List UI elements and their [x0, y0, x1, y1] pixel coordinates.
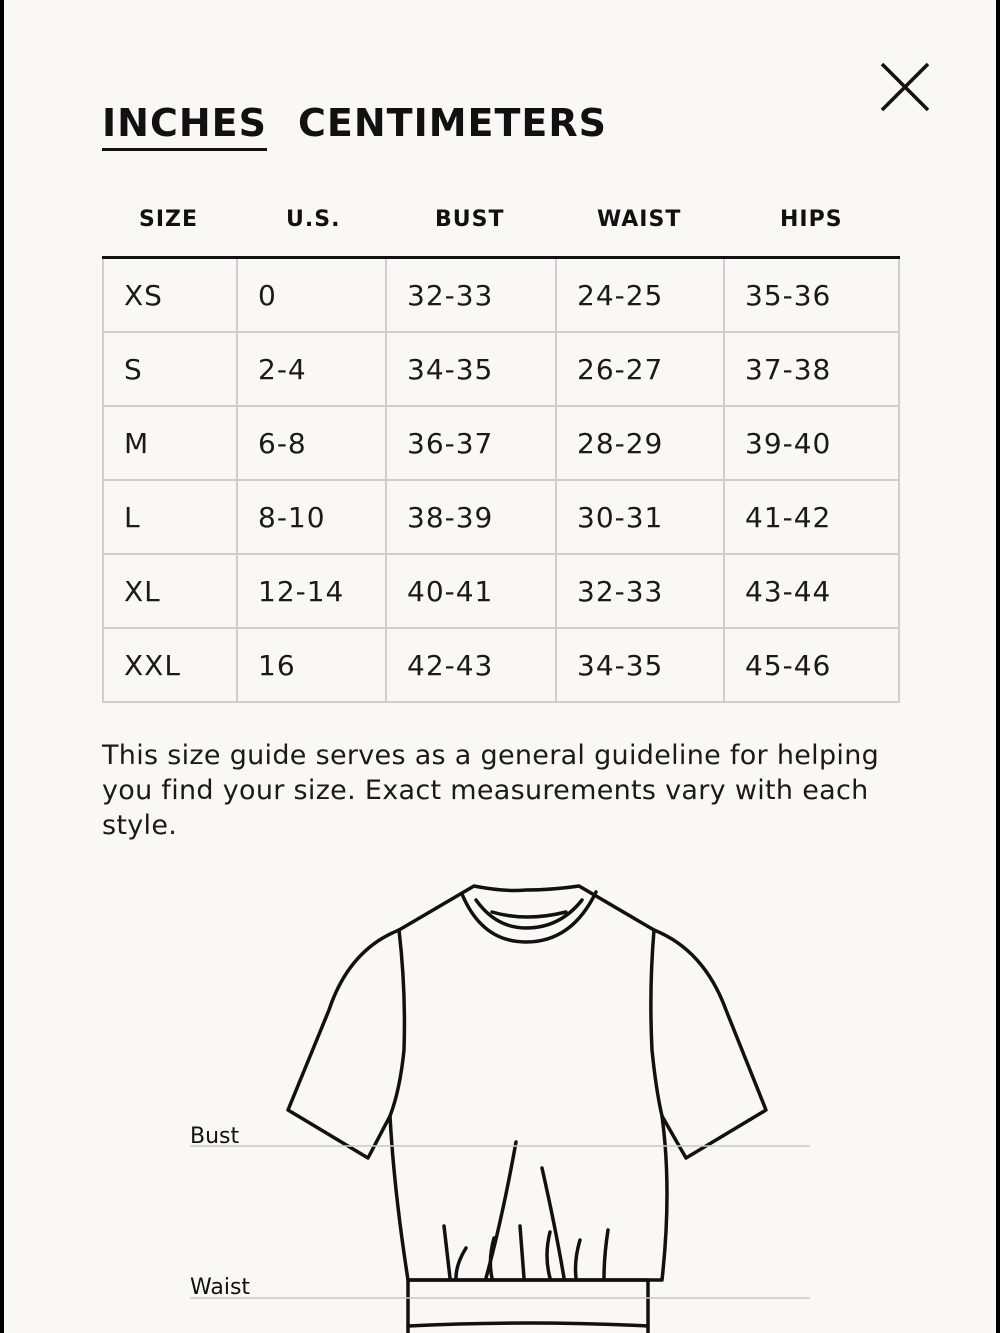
- cell-us: 6-8: [237, 406, 386, 480]
- cell-us: 0: [237, 258, 386, 333]
- cell-waist: 28-29: [556, 406, 724, 480]
- cell-bust: 40-41: [386, 554, 556, 628]
- cell-size: XS: [103, 258, 237, 333]
- cell-us: 2-4: [237, 332, 386, 406]
- cell-bust: 36-37: [386, 406, 556, 480]
- table-row: [103, 554, 899, 628]
- waist-label: Waist: [190, 1275, 251, 1300]
- cell-waist: 24-25: [556, 258, 724, 333]
- cell-waist: 30-31: [556, 480, 724, 554]
- close-icon: [878, 60, 936, 118]
- table-row: [103, 406, 899, 480]
- cell-us: 12-14: [237, 554, 386, 628]
- cell-hips: 39-40: [724, 406, 899, 480]
- cell-size: L: [103, 480, 237, 554]
- cell-hips: 41-42: [724, 480, 899, 554]
- cell-hips: 43-44: [724, 554, 899, 628]
- size-table: [102, 256, 900, 703]
- header-bust: BUST: [435, 207, 505, 232]
- table-row: [103, 332, 899, 406]
- cell-waist: 32-33: [556, 554, 724, 628]
- cell-bust: 34-35: [386, 332, 556, 406]
- cell-size: S: [103, 332, 237, 406]
- cell-us: 16: [237, 628, 386, 702]
- tab-inches[interactable]: INCHES: [102, 98, 267, 151]
- header-us: U.S.: [286, 207, 341, 232]
- tab-centimeters[interactable]: CENTIMETERS: [298, 101, 607, 145]
- header-hips: HIPS: [780, 207, 843, 232]
- table-row: [103, 480, 899, 554]
- cell-us: 8-10: [237, 480, 386, 554]
- header-waist: WAIST: [597, 207, 682, 232]
- header-size: SIZE: [139, 207, 199, 232]
- size-guide-panel: [4, 0, 996, 1333]
- table-row: [103, 258, 899, 333]
- cell-bust: 32-33: [386, 258, 556, 333]
- cell-size: XXL: [103, 628, 237, 702]
- bust-label: Bust: [190, 1124, 240, 1149]
- cell-bust: 42-43: [386, 628, 556, 702]
- size-guide-note: This size guide serves as a general guideline for helping you find your size. Exact measurements vary with each style.: [102, 740, 880, 841]
- table-row: [103, 628, 899, 702]
- garment-illustration: [4, 860, 996, 1333]
- close-button[interactable]: [878, 60, 936, 118]
- cell-size: XL: [103, 554, 237, 628]
- cell-waist: 26-27: [556, 332, 724, 406]
- cell-bust: 38-39: [386, 480, 556, 554]
- cell-hips: 35-36: [724, 258, 899, 333]
- table-header: [102, 200, 898, 240]
- cell-size: M: [103, 406, 237, 480]
- cell-hips: 45-46: [724, 628, 899, 702]
- cell-waist: 34-35: [556, 628, 724, 702]
- cell-hips: 37-38: [724, 332, 899, 406]
